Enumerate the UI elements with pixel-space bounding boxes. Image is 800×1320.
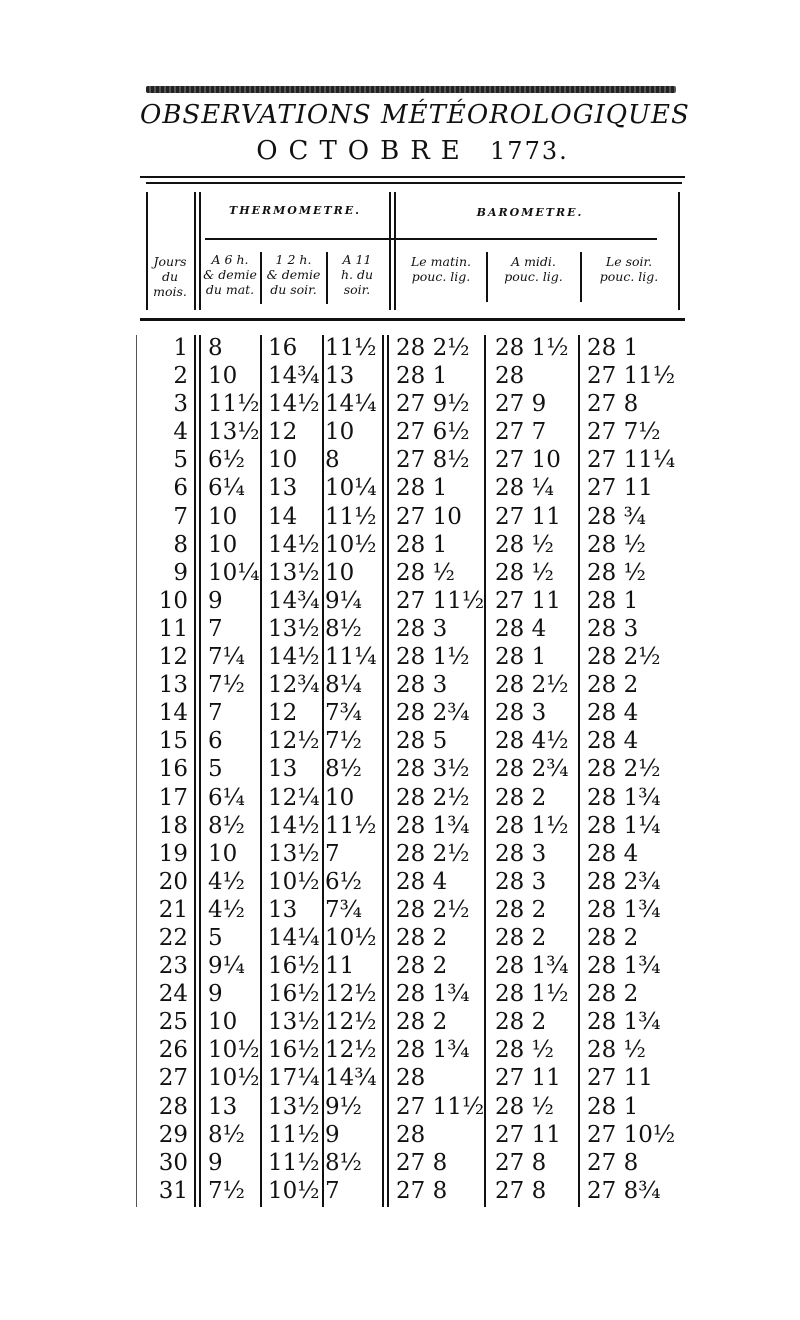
thermo-soir-cell: 11½ xyxy=(325,812,377,839)
day-cell: 10 xyxy=(158,587,188,614)
thermo-soir-cell: 12½ xyxy=(325,1009,377,1036)
thermo-midi-cell: 14¾ xyxy=(268,587,320,614)
thermo-matin-cell: 8½ xyxy=(208,1121,245,1148)
baro-matin-cell: 28 2½ xyxy=(396,840,470,867)
day-cell: 12 xyxy=(158,644,188,671)
thermo-matin-cell: 10½ xyxy=(208,1065,260,1092)
baro-matin-cell: 28 2 xyxy=(396,924,448,951)
thermo-midi-cell: 16½ xyxy=(268,953,320,980)
thermo-matin-cell: 9 xyxy=(208,587,223,614)
thermo-soir-cell: 9 xyxy=(325,1121,340,1148)
baro-midi-cell: 28 2 xyxy=(495,784,547,811)
baro-soir-cell: 28 2½ xyxy=(587,756,661,783)
baro-midi-cell: 28 2¾ xyxy=(495,756,569,783)
thermo-matin-cell: 10 xyxy=(208,840,238,867)
baro-matin-cell: 27 10 xyxy=(396,503,462,530)
baro-midi-cell: 27 11 xyxy=(495,1065,561,1092)
thermo-soir-cell: 11¼ xyxy=(325,644,377,671)
baro-midi-cell: 28 1½ xyxy=(495,981,569,1008)
baro-matin-cell: 28 ½ xyxy=(396,559,455,586)
baro-midi-cell: 27 8 xyxy=(495,1149,547,1176)
baro-midi-cell: 28 3 xyxy=(495,868,547,895)
baro-midi-cell: 28 ½ xyxy=(495,1093,554,1120)
baro-midi-cell: 27 11 xyxy=(495,587,561,614)
thermo-midi-cell: 12¾ xyxy=(268,672,320,699)
baro-matin-cell: 28 2 xyxy=(396,1009,448,1036)
baro-soir-cell: 27 11 xyxy=(587,1065,653,1092)
baro-soir-cell: 28 1¼ xyxy=(587,812,661,839)
thermo-matin-cell: 6½ xyxy=(208,447,245,474)
thermo-matin-cell: 5 xyxy=(208,924,223,951)
baro-midi-cell: 28 xyxy=(495,363,525,390)
thermo-midi-cell: 13½ xyxy=(268,1009,320,1036)
thermo-matin-cell: 9 xyxy=(208,1149,223,1176)
baro-matin-cell: 28 3 xyxy=(396,615,448,642)
thermo-soir-cell: 11 xyxy=(325,953,355,980)
baro-soir-cell: 28 2 xyxy=(587,981,639,1008)
baro-soir-cell: 28 4 xyxy=(587,700,639,727)
thermo-matin-cell: 7¼ xyxy=(208,644,245,671)
baro-soir-cell: 28 1¾ xyxy=(587,1009,661,1036)
thermo-matin-cell: 10 xyxy=(208,531,238,558)
day-cell: 5 xyxy=(173,447,188,474)
baro-midi-cell: 27 10 xyxy=(495,447,561,474)
day-cell: 31 xyxy=(158,1177,188,1204)
day-cell: 16 xyxy=(158,756,188,783)
thermo-midi-cell: 16½ xyxy=(268,981,320,1008)
page-title: OBSERVATIONS MÉTÉOROLOGIQUES xyxy=(140,100,690,130)
baro-midi-cell: 28 2 xyxy=(495,924,547,951)
baro-matin-cell: 28 1 xyxy=(396,475,448,502)
baro-midi-cell: 28 1 xyxy=(495,644,547,671)
header-divider-thermo-baro-b xyxy=(394,192,396,310)
table-row xyxy=(140,1149,685,1177)
baro-soir-cell: 28 ¾ xyxy=(587,503,646,530)
baro-midi-cell: 28 1½ xyxy=(495,812,569,839)
table-row xyxy=(140,1121,685,1149)
thermo-matin-cell: 9¼ xyxy=(208,953,245,980)
thermo-midi-cell: 17¼ xyxy=(268,1065,320,1092)
table-row xyxy=(140,1036,685,1064)
thermo-midi-cell: 10½ xyxy=(268,868,320,895)
baro-soir-cell: 28 2 xyxy=(587,672,639,699)
thermo-matin-cell: 10½ xyxy=(208,1037,260,1064)
baro-matin-cell: 28 xyxy=(396,1121,426,1148)
col-header-thermo-matin: A 6 h. & demie du mat. xyxy=(203,252,257,297)
rule-header-top xyxy=(146,182,682,184)
table-row xyxy=(140,755,685,783)
thermo-matin-cell: 10¼ xyxy=(208,559,260,586)
thermo-soir-cell: 12½ xyxy=(325,1037,377,1064)
baro-midi-cell: 27 11 xyxy=(495,1121,561,1148)
thermo-midi-cell: 14½ xyxy=(268,391,320,418)
thermo-matin-cell: 6¼ xyxy=(208,475,245,502)
thermo-soir-cell: 12½ xyxy=(325,981,377,1008)
thermo-soir-cell: 7 xyxy=(325,840,340,867)
baro-soir-cell: 28 2½ xyxy=(587,644,661,671)
thermo-midi-cell: 16½ xyxy=(268,1037,320,1064)
thermo-midi-cell: 13 xyxy=(268,475,298,502)
baro-soir-cell: 28 4 xyxy=(587,840,639,867)
thermo-soir-cell: 8¼ xyxy=(325,672,362,699)
baro-matin-cell: 28 3½ xyxy=(396,756,470,783)
thermo-midi-cell: 12 xyxy=(268,700,298,727)
thermo-matin-cell: 6¼ xyxy=(208,784,245,811)
table-row xyxy=(140,868,685,896)
baro-soir-cell: 28 4 xyxy=(587,728,639,755)
baro-soir-cell: 28 2 xyxy=(587,924,639,951)
thermo-soir-cell: 10 xyxy=(325,784,355,811)
thermo-midi-cell: 14¼ xyxy=(268,924,320,951)
table-row xyxy=(140,1064,685,1092)
baro-matin-cell: 28 1¾ xyxy=(396,812,470,839)
thermo-matin-cell: 4½ xyxy=(208,868,245,895)
thermo-matin-cell: 6 xyxy=(208,728,223,755)
baro-matin-cell: 28 3 xyxy=(396,672,448,699)
baro-matin-cell: 27 11½ xyxy=(396,1093,485,1120)
thermo-soir-cell: 7¾ xyxy=(325,700,362,727)
day-cell: 1 xyxy=(173,335,188,361)
thermo-matin-cell: 10 xyxy=(208,503,238,530)
thermo-matin-cell: 10 xyxy=(208,1009,238,1036)
baro-midi-cell: 28 4 xyxy=(495,615,547,642)
col-header-thermo-midi: 1 2 h. & demie du soir. xyxy=(266,252,321,297)
thermo-midi-cell: 13½ xyxy=(268,615,320,642)
table-row xyxy=(140,840,685,868)
day-cell: 29 xyxy=(158,1121,188,1148)
table-row xyxy=(140,446,685,474)
col-header-thermo-soir: A 11 h. du soir. xyxy=(340,252,374,297)
col-header-baro-matin: Le matin. pouc. lig. xyxy=(410,254,472,284)
table-row xyxy=(140,812,685,840)
barometre-header: BAROMETRE. xyxy=(476,206,584,219)
day-cell: 30 xyxy=(158,1149,188,1176)
month-heading xyxy=(140,136,685,166)
table-row xyxy=(140,1093,685,1121)
baro-soir-cell: 28 3 xyxy=(587,615,639,642)
baro-midi-cell: 28 3 xyxy=(495,700,547,727)
baro-matin-cell: 27 6½ xyxy=(396,419,470,446)
col-header-baro-midi: A midi. pouc. lig. xyxy=(504,254,563,284)
thermo-soir-cell: 14¼ xyxy=(325,391,377,418)
baro-soir-cell: 28 1 xyxy=(587,1093,639,1120)
header-right-border xyxy=(678,192,680,310)
baro-soir-cell: 28 ½ xyxy=(587,559,646,586)
baro-soir-cell: 27 11 xyxy=(587,475,653,502)
day-cell: 18 xyxy=(158,812,188,839)
baro-matin-cell: 28 5 xyxy=(396,728,448,755)
thermo-midi-cell: 10 xyxy=(268,447,298,474)
thermo-midi-cell: 14 xyxy=(268,503,298,530)
baro-matin-cell: 28 2½ xyxy=(396,335,470,361)
rule-header-bottom xyxy=(140,318,685,321)
thermo-midi-cell: 11½ xyxy=(268,1121,320,1148)
baro-matin-cell: 28 2 xyxy=(396,953,448,980)
thermo-soir-cell: 8½ xyxy=(325,756,362,783)
baro-midi-cell: 28 ½ xyxy=(495,559,554,586)
day-cell: 22 xyxy=(158,924,188,951)
baro-midi-cell: 28 4½ xyxy=(495,728,569,755)
baro-matin-cell: 28 1¾ xyxy=(396,1037,470,1064)
table-row xyxy=(140,418,685,446)
thermo-soir-cell: 10¼ xyxy=(325,475,377,502)
day-cell: 3 xyxy=(173,391,188,418)
day-cell: 6 xyxy=(173,475,188,502)
table-row xyxy=(140,952,685,980)
thermo-midi-cell: 14½ xyxy=(268,644,320,671)
top-border-rule xyxy=(146,86,676,93)
thermo-soir-cell: 7½ xyxy=(325,728,362,755)
thermo-soir-cell: 9¼ xyxy=(325,587,362,614)
thermo-matin-cell: 5 xyxy=(208,756,223,783)
header-divider-thermo-baro xyxy=(389,192,391,310)
thermo-soir-cell: 14¾ xyxy=(325,1065,377,1092)
day-cell: 11 xyxy=(158,615,188,642)
baro-soir-cell: 27 11½ xyxy=(587,363,676,390)
day-cell: 8 xyxy=(173,531,188,558)
thermo-matin-cell: 8 xyxy=(208,335,223,361)
header-divider-day xyxy=(194,192,196,310)
baro-soir-cell: 28 1¾ xyxy=(587,896,661,923)
thermo-midi-cell: 13½ xyxy=(268,840,320,867)
table-row xyxy=(140,727,685,755)
baro-matin-cell: 27 8 xyxy=(396,1177,448,1204)
baro-soir-cell: 27 8 xyxy=(587,391,639,418)
thermo-midi-cell: 13½ xyxy=(268,559,320,586)
col-header-jours: Jours du mois. xyxy=(153,254,187,299)
table-row xyxy=(140,503,685,531)
table-row xyxy=(140,924,685,952)
baro-matin-cell: 28 4 xyxy=(396,868,448,895)
table-row xyxy=(140,784,685,812)
thermo-matin-cell: 10 xyxy=(208,363,238,390)
day-cell: 28 xyxy=(158,1093,188,1120)
thermo-soir-cell: 8½ xyxy=(325,1149,362,1176)
baro-midi-cell: 28 ¼ xyxy=(495,475,554,502)
baro-soir-cell: 28 1¾ xyxy=(587,784,661,811)
baro-midi-cell: 27 8 xyxy=(495,1177,547,1204)
thermo-soir-cell: 11½ xyxy=(325,335,377,361)
baro-soir-cell: 27 7½ xyxy=(587,419,661,446)
month-name: OCTOBRE xyxy=(256,136,471,166)
thermo-midi-cell: 11½ xyxy=(268,1149,320,1176)
thermo-matin-cell: 7 xyxy=(208,700,223,727)
table-row xyxy=(140,390,685,418)
day-cell: 25 xyxy=(158,1009,188,1036)
day-cell: 14 xyxy=(158,700,188,727)
thermo-soir-cell: 10½ xyxy=(325,924,377,951)
table-row xyxy=(140,896,685,924)
baro-midi-cell: 27 11 xyxy=(495,503,561,530)
baro-matin-cell: 27 8 xyxy=(396,1149,448,1176)
thermo-midi-cell: 10½ xyxy=(268,1177,320,1204)
baro-soir-cell: 27 11¼ xyxy=(587,447,676,474)
thermo-matin-cell: 7 xyxy=(208,615,223,642)
baro-midi-cell: 28 ½ xyxy=(495,531,554,558)
baro-matin-cell: 27 9½ xyxy=(396,391,470,418)
baro-midi-cell: 28 2½ xyxy=(495,672,569,699)
thermo-soir-cell: 10½ xyxy=(325,531,377,558)
thermo-soir-cell: 8 xyxy=(325,447,340,474)
baro-midi-cell: 28 3 xyxy=(495,840,547,867)
table-row xyxy=(140,1177,685,1205)
thermo-midi-cell: 12½ xyxy=(268,728,320,755)
baro-matin-cell: 28 2¾ xyxy=(396,700,470,727)
day-cell: 20 xyxy=(158,868,188,895)
table-row xyxy=(140,1008,685,1036)
table-row xyxy=(140,559,685,587)
table-row xyxy=(140,587,685,615)
year: 1773. xyxy=(490,137,569,165)
thermo-midi-cell: 13½ xyxy=(268,1093,320,1120)
thermo-matin-cell: 7½ xyxy=(208,672,245,699)
thermo-midi-cell: 13 xyxy=(268,756,298,783)
day-cell: 23 xyxy=(158,953,188,980)
thermo-midi-cell: 14½ xyxy=(268,531,320,558)
baro-soir-cell: 27 8¾ xyxy=(587,1177,661,1204)
thermo-midi-cell: 13 xyxy=(268,896,298,923)
thermo-matin-cell: 8½ xyxy=(208,812,245,839)
baro-matin-cell: 28 2½ xyxy=(396,784,470,811)
thermo-midi-cell: 12 xyxy=(268,419,298,446)
thermo-soir-cell: 11½ xyxy=(325,503,377,530)
day-cell: 13 xyxy=(158,672,188,699)
table-row xyxy=(140,699,685,727)
baro-soir-cell: 28 1 xyxy=(587,587,639,614)
table-row xyxy=(140,671,685,699)
baro-soir-cell: 27 10½ xyxy=(587,1121,676,1148)
day-cell: 19 xyxy=(158,840,188,867)
day-cell: 17 xyxy=(158,784,188,811)
baro-soir-cell: 28 ½ xyxy=(587,1037,646,1064)
day-cell: 15 xyxy=(158,728,188,755)
day-cell: 2 xyxy=(173,363,188,390)
thermo-soir-cell: 10 xyxy=(325,559,355,586)
baro-matin-cell: 27 11½ xyxy=(396,587,485,614)
baro-matin-cell: 28 1¾ xyxy=(396,981,470,1008)
baro-midi-cell: 27 9 xyxy=(495,391,547,418)
table-row xyxy=(140,643,685,671)
baro-matin-cell: 28 1½ xyxy=(396,644,470,671)
day-cell: 7 xyxy=(173,503,188,530)
thermo-matin-cell: 4½ xyxy=(208,896,245,923)
baro-soir-cell: 28 2¾ xyxy=(587,868,661,895)
rule-group-bottom xyxy=(205,238,657,240)
baro-midi-cell: 28 ½ xyxy=(495,1037,554,1064)
body-left-border xyxy=(136,335,137,1207)
thermo-matin-cell: 9 xyxy=(208,981,223,1008)
thermo-soir-cell: 7 xyxy=(325,1177,340,1204)
baro-midi-cell: 28 1½ xyxy=(495,335,569,361)
observation-rows xyxy=(140,334,685,1205)
thermo-soir-cell: 9½ xyxy=(325,1093,362,1120)
table-row xyxy=(140,334,685,362)
baro-soir-cell: 28 1 xyxy=(587,335,639,361)
table-row xyxy=(140,474,685,502)
thermo-soir-cell: 7¾ xyxy=(325,896,362,923)
baro-matin-cell: 27 8½ xyxy=(396,447,470,474)
day-cell: 26 xyxy=(158,1037,188,1064)
baro-soir-cell: 27 8 xyxy=(587,1149,639,1176)
thermo-soir-cell: 8½ xyxy=(325,615,362,642)
baro-midi-cell: 28 2 xyxy=(495,1009,547,1036)
baro-matin-cell: 28 xyxy=(396,1065,426,1092)
baro-midi-cell: 28 1¾ xyxy=(495,953,569,980)
thermo-matin-cell: 11½ xyxy=(208,391,260,418)
baro-midi-cell: 28 2 xyxy=(495,896,547,923)
thermo-midi-cell: 14½ xyxy=(268,812,320,839)
baro-midi-cell: 27 7 xyxy=(495,419,547,446)
baro-soir-cell: 28 1¾ xyxy=(587,953,661,980)
day-cell: 21 xyxy=(158,896,188,923)
baro-matin-cell: 28 1 xyxy=(396,363,448,390)
col-header-baro-soir: Le soir. pouc. lig. xyxy=(599,254,659,284)
table-row xyxy=(140,980,685,1008)
baro-matin-cell: 28 1 xyxy=(396,531,448,558)
baro-matin-cell: 28 2½ xyxy=(396,896,470,923)
thermo-midi-cell: 12¼ xyxy=(268,784,320,811)
day-cell: 24 xyxy=(158,981,188,1008)
thermo-midi-cell: 14¾ xyxy=(268,363,320,390)
table-row xyxy=(140,531,685,559)
day-cell: 4 xyxy=(173,419,188,446)
day-cell: 27 xyxy=(158,1065,188,1092)
thermo-soir-cell: 10 xyxy=(325,419,355,446)
thermo-matin-cell: 13½ xyxy=(208,419,260,446)
thermo-soir-cell: 13 xyxy=(325,363,355,390)
table-row xyxy=(140,615,685,643)
thermo-matin-cell: 7½ xyxy=(208,1177,245,1204)
table-row xyxy=(140,362,685,390)
day-cell: 9 xyxy=(173,559,188,586)
thermo-midi-cell: 16 xyxy=(268,335,298,361)
thermometre-header: THERMOMETRE. xyxy=(229,204,361,217)
rule-under-title xyxy=(140,176,685,178)
thermo-matin-cell: 13 xyxy=(208,1093,238,1120)
thermo-soir-cell: 6½ xyxy=(325,868,362,895)
baro-soir-cell: 28 ½ xyxy=(587,531,646,558)
